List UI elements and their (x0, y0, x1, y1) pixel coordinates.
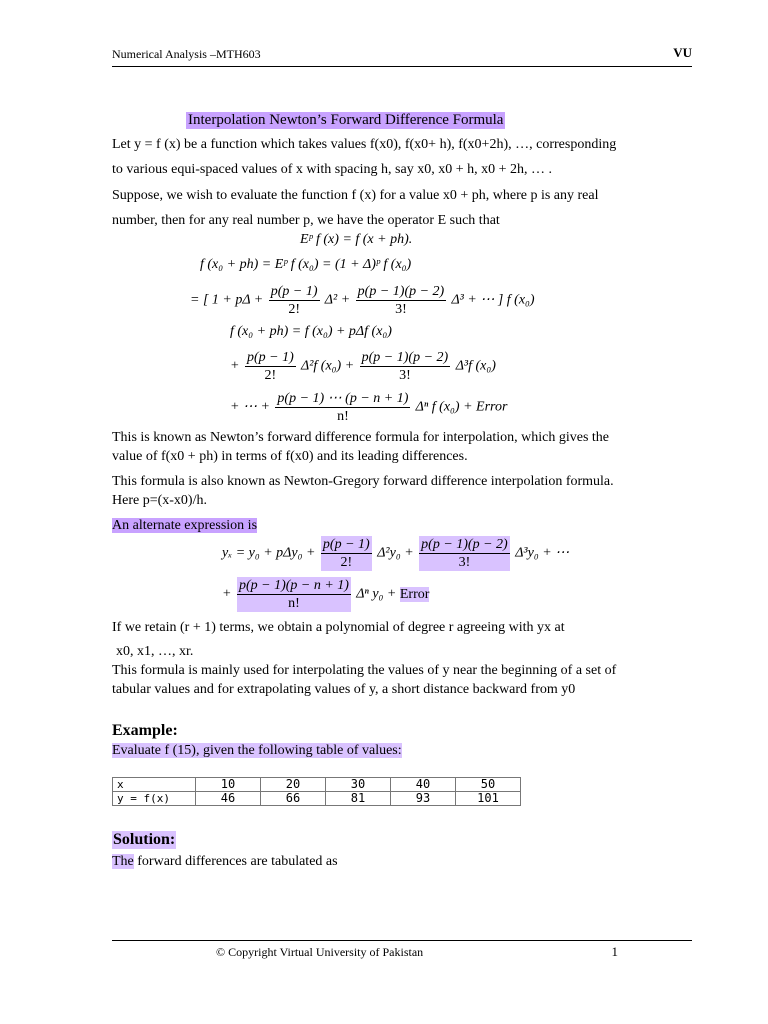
highlighted-text: Evaluate f (15), given the following table of values: (112, 743, 402, 758)
paragraph-line: value of f(x0 + ph) in terms of f(x0) and its leading differences. (112, 449, 468, 464)
table-cell: 30 (326, 778, 391, 792)
table-cell: 93 (391, 792, 456, 806)
table-row (113, 778, 521, 792)
paragraph-line (112, 516, 692, 536)
table-row (113, 792, 521, 806)
equation-alternate-line1: yₓ = y₀ + pΔy₀ + $\frac{p(p - 1)}{2!}$ Δ²y₀ + $\frac{p(p - 1)(p - 2)}{3!}$ Δ³y₀ + ⋯ (222, 537, 570, 570)
table-cell: 81 (326, 792, 391, 806)
equation-operator-e: Eᵖ f (x) = f (x + ph). (300, 232, 413, 247)
table-row-label: x (113, 778, 196, 792)
table-cell: 20 (261, 778, 326, 792)
section-title: Interpolation Newton’s Forward Difference Formula (188, 112, 504, 128)
equation-newton-line3: + ⋯ + $\frac{p(p - 1) \cdots (p - n + 1)}{n!}$ Δⁿ f (x₀) + Error (230, 391, 508, 424)
paragraph-line: to various equi-spaced values of x with spacing h, say x0, x0 + h, x0 + 2h, … . (112, 162, 552, 177)
footer-rule (112, 940, 692, 941)
equation-newton-line1: f (x₀ + ph) = f (x₀) + pΔf (x₀) (230, 324, 392, 339)
paragraph-line: Here p=(x-x0)/h. (112, 493, 207, 508)
header-vu-logo-text: VU (673, 45, 692, 60)
highlighted-text: The (112, 854, 134, 869)
paragraph-line: If we retain (r + 1) terms, we obtain a polynomial of degree r agreeing with yx at (112, 620, 565, 635)
footer-copyright: © Copyright Virtual University of Pakistan (216, 945, 424, 959)
equation-alternate-line2: + $\frac{p(p - 1)(p - n + 1)}{n!}$ Δⁿ y₀ + Error (222, 578, 430, 611)
equation-expansion: = [ 1 + pΔ + $\frac{p(p - 1)}{2!}$ Δ² + $\frac{p(p - 1)(p - 2)}{3!}$ Δ³ + ⋯ ] f (x₀) (190, 284, 535, 317)
paragraph-line: tabular values and for extrapolating values of y, a short distance backward from y0 (112, 682, 576, 697)
table-cell: 66 (261, 792, 326, 806)
solution-text: The forward differences are tabulated as (112, 854, 338, 869)
table-row-label: y = f(x) (113, 792, 196, 806)
table-cell: 46 (196, 792, 261, 806)
header-rule (112, 66, 692, 67)
paragraph-line: Let y = f (x) be a function which takes values f(x0), f(x0+ h), f(x0+2h), …, corresponding (112, 137, 617, 152)
table-cell: 101 (456, 792, 521, 806)
header-course-title: Numerical Analysis –MTH603 (112, 47, 261, 61)
example-text (112, 741, 692, 761)
page-number: 1 (611, 944, 618, 959)
highlighted-text: An alternate expression is (112, 518, 258, 533)
paragraph-line: This formula is mainly used for interpolating the values of y near the beginning of a set of (112, 663, 617, 678)
table-cell: 40 (391, 778, 456, 792)
table-cell: 50 (456, 778, 521, 792)
equation-newton-line2: + $\frac{p(p - 1)}{2!}$ Δ²f (x₀) + $\frac{p(p - 1)(p - 2)}{3!}$ Δ³f (x₀) (230, 350, 496, 383)
example-heading: Example: (112, 722, 178, 739)
paragraph-line: This formula is also known as Newton-Gregory forward difference interpolation formula. (112, 474, 614, 489)
paragraph-line: number, then for any real number p, we have the operator E such that (112, 213, 500, 228)
paragraph-line: Suppose, we wish to evaluate the function f (x) for a value x0 + ph, where p is any real (112, 188, 599, 203)
values-table (112, 777, 521, 806)
equation-shift: f (x₀ + ph) = Eᵖ f (x₀) = (1 + Δ)ᵖ f (x₀) (200, 257, 412, 272)
paragraph-line: This is known as Newton’s forward difference formula for interpolation, which gives the (112, 430, 609, 445)
solution-heading: Solution: (113, 831, 176, 848)
table-cell: 10 (196, 778, 261, 792)
paragraph-line: x0, x1, …, xr. (116, 644, 194, 659)
